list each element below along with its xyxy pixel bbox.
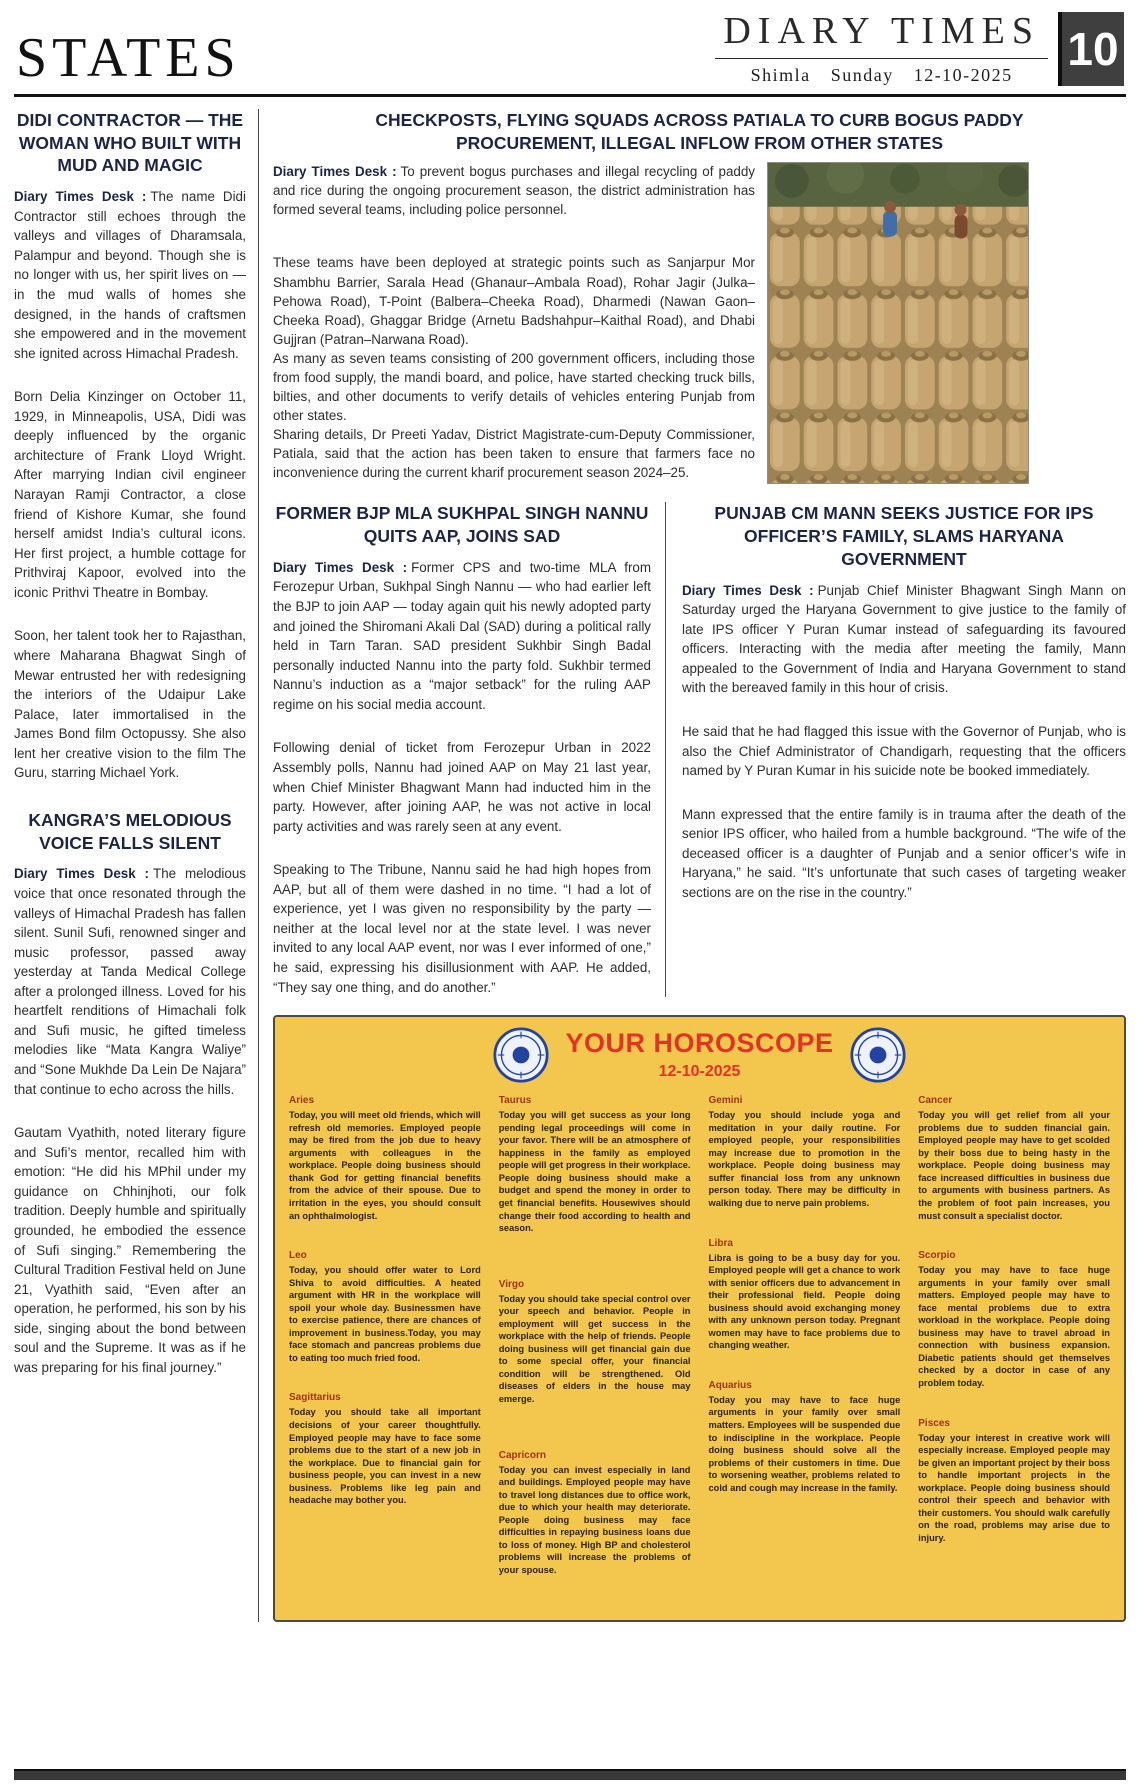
article-headline: PUNJAB CM MANN SEEKS JUSTICE FOR IPS OFFICER’S FAMILY, SLAMS HARYANA GOVERNMENT [714,503,1094,569]
horoscope-title-block [565,1029,833,1081]
article-paragraph: Gautam Vyathith, noted literary figure and Sufi’s mentor, recalled him with emotion: “He did his MPhil under my guidance on Chhinjhoti, our folk tradition. Deeply humble and spiritually grounded, he embodied the essence of Sufi singing.” Remembering the Cultural Tradition Festival held on June 21, Vyathith said, “Even after an operation, he performed, his son by his side, singing about the bond between soul and the Supreme. It was as if he was preparing for his final journey.” [14,1125,246,1375]
horoscope-text: Today you will get relief from all your problems due to sudden financial gain. Employed people may have to get scolded by their boss due to being hasty in the workplace. People doing business may face increased difficulties in business due to arguments with business partners. As the problem of foot pain increases, you must consult a specialist doctor. [918,1110,1110,1221]
article-headline: KANGRA’S MELODIOUS VOICE FALLS SILENT [28,809,232,853]
article-kangra-voice [14,809,246,1378]
zodiac-sign-name: Gemini [708,1095,743,1107]
byline: Diary Times Desk : [273,559,408,575]
article-paragraph: Soon, her talent took her to Rajasthan, where Maharana Bhagwat Singh of Mewar entrusted her with redesigning the interiors of the Udaipur Lake Palace, later immortalised in the James Bond film Octopussy. She also lent her creative vision to the film The Guru, starring Michael York. [14,628,246,781]
horoscope-entry-capricorn [499,1450,691,1577]
paragraph-text: The melodious voice that once resonated through the valleys of Himachal Pradesh has fallen silent. Sunil Sufi, renowned singer and music professor, passed away yesterday at Tanda Medical College after a prolonged illness. Loved for his heartfelt renditions of Himachali folk and Sufi music, he gifted timeless melodies like “Mata Kangra Waliye” and “Sone Mukhde Da Lein De Najara” that continue to echo across the hills. [14,866,246,1097]
article-paragraph [273,558,651,715]
article-paragraph: Born Delia Kinzinger on October 11, 1929, in Minneapolis, USA, Didi was deeply influenced by the organic architecture of Frank Lloyd Wright. After marrying Indian civil engineer Narayan Ramji Contractor, a close friend of Kishore Kumar, she found herself amidst India’s cultural icons. Her first project, a humble cottage for Prithviraj Kapoor, evolved into the iconic Prithvi Theatre in Bombay. [14,389,246,600]
horoscope-entry-taurus [499,1095,691,1234]
horoscope-text: Today your interest in creative work will especially increase. Employed people may be given an important project by their boss to handle important projects in the workplace. People doing business should control their speech and behavior with their customers. You should walk carefully on the road, problems may arise due to injury. [918,1432,1110,1543]
horoscope-entry-cancer [918,1095,1110,1222]
paragraph-text: Former CPS and two-time MLA from Ferozepur Urban, Sukhpal Singh Nannu — who had earlier left the BJP to join AAP — today again quit his newly adopted party and joined the Shiromani Akali Dal (SAD) during a political rally held in Tarn Taran. SAD president Sukhbir Singh Badal personally inducted Nannu into the party fold. Sukhbir termed Nannu’s induction as a “major setback” for the ruling AAP regime on his social media account. [273,559,652,712]
zodiac-sign-name: Aquarius [708,1379,752,1391]
horoscope-text: Today you should include yoga and meditation in your daily routine. For employed people, your responsibilities may increase due to promotion in the workplace. People doing business may suffer financial loss from any unknown person today. There may be difficulty in walking due to nerve pain problems. [708,1110,901,1208]
article-paragraph: As many as seven teams consisting of 200 government officers, including those from food supply, the mandi board, and police, have started checking truck bills, bilties, and other documents to verify details of vehicles entering Punjab from other states. [273,350,755,423]
article-nannu [273,502,665,997]
main-column [259,109,1126,1623]
horoscope-entry-leo [289,1250,481,1364]
horoscope-entry-virgo [499,1279,691,1406]
checkposts-body [273,162,1126,484]
page-footer-rule [14,1769,1126,1780]
paddy-sacks-photo [767,162,1029,484]
zodiac-sign-name: Taurus [498,1095,532,1107]
zodiac-sign-name: Capricorn [498,1449,546,1461]
horoscope-text: Today, you will meet old friends, which will refresh old memories. Employed people may be fired from the job due to heavy arguments with colleagues in the workplace. People doing business should thank God for getting financial benefits from the advice of their spouse. Due to irritation in the eyes, you should consult an ophthalmologist. [289,1110,481,1221]
horoscope-text: Today you may have to face huge arguments in your family over small matters. Employees will be suspended due to indiscipline in the workplace. People doing business should solve all the problems of their customers in time. Due to worsening weather, problems related to cold and cough may increase in the family. [708,1394,901,1493]
zodiac-sign-name: Libra [708,1237,733,1249]
paper-masthead [715,12,1124,86]
article-paragraph: These teams have been deployed at strategic points such as Sanjarpur Mor Shambhu Barrier, Sarala Head (Ghanaur–Ambala Road), Rohar Jagir (Julka–Pehowa Road), T-Point (Balbera–Cheeka Road), Dharmedi (Nawan Gaon–Cheeka Road), Ghaggar Bridge (Arnetu Badshahpur–Kaithal Road), and Dhabi Gujjran (Patran–Narwana Road). [273,255,755,347]
article-paragraph: Sharing details, Dr Preeti Yadav, District Magistrate-cum-Deputy Commissioner, Patiala, said that the action has been taken to ensure that farmers face no inconvenience during the current kharif procurement season 2024–25. [273,426,755,480]
dateline-place: Shimla [750,64,811,85]
horoscope-header [289,1027,1110,1083]
byline: Diary Times Desk : [682,582,814,598]
article-checkposts [273,109,1126,485]
page-number: 10 [1058,12,1124,86]
horoscope-column [918,1095,1110,1604]
horoscope-entry-sagittarius [289,1392,481,1506]
zodiac-sign-name: Sagittarius [289,1392,341,1404]
article-paragraph: Following denial of ticket from Ferozepur Urban in 2022 Assembly polls, Nannu had joined AAP on May 21 last year, when Chief Minister Bhagwant Mann had inducted him in the party. However, after joining AAP, he was not active in local party activities and was rarely seen at any event. [273,740,651,834]
paragraph-text: The name Didi Contractor still echoes through the valleys and villages of Dharamsala, Palampur and beyond. Though she is no longer with us, her spirit lives on — in the mud walls of homes she designed, in the hands of craftsmen she empowered and in the movement she ignited across Himachal Pradesh. [14,189,246,361]
article-paragraph [682,581,1126,698]
zodiac-sign-name: Virgo [498,1278,525,1290]
horoscope-text: Today you can invest especially in land and buildings. Employed people may have to travel long distances due to office work, due to which your health may deteriorate. People doing business may face difficulties in repaying business loans due to loss of money. High BP and cholesterol problems will increase the problems of your spouse. [498,1464,691,1575]
masthead [14,8,1126,94]
horoscope-entry-gemini [709,1095,901,1209]
horoscope-column [499,1095,691,1604]
horoscope-seal-icon [493,1027,549,1083]
zodiac-sign-name: Aries [289,1095,315,1107]
article-paragraph [14,187,246,363]
dateline-date: 12-10-2025 [913,64,1013,85]
article-paragraph: Mann expressed that the entire family is in trauma after the death of the senior IPS officer, who hailed from a humble background. “The wife of the deceased officer is a daughter of Punjab and a senior officer’s wife in Haryana,” he said. “It’s unfortunate that such cases of targeting weaker sections are on the rise in the country.” [682,806,1126,900]
article-headline: DIDI CONTRACTOR — THE WOMAN WHO BUILT WITH MUD AND MAGIC [16,109,244,176]
horoscope-grid [289,1095,1110,1604]
horoscope-entry-pisces [918,1418,1110,1545]
byline: Diary Times Desk : [14,189,147,205]
horoscope-text: Today you may have to face huge arguments in your family over small matters. Employed people may have to face mental problems due to extra workload in the workplace. People doing business may have to travel abroad in connection with business expansion. Diabetic patients should get themselves checked by a doctor in case of any problem today. [918,1265,1110,1388]
horoscope-seal-icon [850,1027,906,1083]
horoscope-box [273,1015,1126,1622]
horoscope-text: Libra is going to be a busy day for you. Employed people will get a chance to work with senior officers due to advancement in their professional field. People doing business should avoid exchanging money with any unknown person today. Pregnant women may have to face problems due to changing weather. [708,1252,901,1351]
paper-name: DIARY TIMES [715,12,1048,59]
article-paragraph [14,864,246,1099]
article-paragraph: Speaking to The Tribune, Nannu said he had high hopes from AAP, but all of them were dashed in no time. “I had a lot of experience, yet I was given no responsibility by the party — neither at the local level nor at the state level. I was never invited to any local AAP event, nor was I ever informed of one,” he said, expressing his disillusionment with AAP. He added, “They say one thing, and do another.” [273,862,651,995]
article-didi-contractor [14,109,246,783]
horoscope-text: Today you will get success as your long pending legal proceedings will come in your favor. There will be an atmosphere of happiness in the family as employed people will get progress in their workplace. People doing business should make a budget and spend the money in order to get financial benefits. Housewives should change their food according to health and season. [498,1110,691,1234]
byline: Diary Times Desk : [273,164,397,180]
two-column-section [273,502,1126,997]
paragraph-text: To prevent bogus purchases and illegal recycling of paddy and rice during the ongoing procurement season, the district administration has formed several teams, including police personnel. [273,164,755,218]
section-title: STATES [16,26,241,89]
article-mann [665,502,1126,997]
zodiac-sign-name: Scorpio [918,1250,956,1262]
horoscope-entry-aries [289,1095,481,1222]
paper-name-block [715,12,1048,86]
dateline-day: Sunday [830,64,894,85]
dateline [715,59,1048,86]
horoscope-entry-libra [709,1238,901,1352]
article-headline: CHECKPOSTS, FLYING SQUADS ACROSS PATIALA TO CURB BOGUS PADDY PROCUREMENT, ILLEGAL INFLOW FROM OTHER STATES [375,109,1024,153]
horoscope-entry-scorpio [918,1250,1110,1389]
horoscope-text: Today you should take special control over your speech and behavior. People in employment will get success in the workplace with the help of friends. People doing business will get financial gain due to some special offer, your financial condition will be strengthened. Old diseases of elders in the house may emerge. [498,1293,691,1404]
byline: Diary Times Desk : [14,866,150,882]
horoscope-entry-aquarius [709,1380,901,1494]
article-paragraph: He said that he had flagged this issue with the Governor of Punjab, who is also the Chief Administrator of Chandigarh, requesting that the officers named by Y Puran Kumar in his suicide note be booked immediately. [682,724,1126,779]
horoscope-text: Today, you should offer water to Lord Shiva to avoid difficulties. A heated argument with HR in the workplace will spoil your whole day. Businessmen have to exercise patience, there are chances of improvement in business.Today, you may face stomach and pancreas problems due to eating too much fried food. [289,1265,481,1363]
left-column [14,109,259,1623]
horoscope-text: Today you should take all important decisions of your career thoughtfully. Employed people may have to face some problems due to the start of a new job in the workplace. Due to financial gain for business people, you can invest in a new business. Problems like leg pain and headache may bother you. [289,1407,481,1506]
horoscope-column [289,1095,481,1604]
horoscope-title: YOUR HOROSCOPE [565,1028,834,1059]
checkposts-text [273,162,755,484]
zodiac-sign-name: Pisces [918,1417,950,1429]
zodiac-sign-name: Leo [289,1250,307,1262]
article-paragraph [273,162,755,219]
article-headline: FORMER BJP MLA SUKHPAL SINGH NANNU QUITS AAP, JOINS SAD [275,503,649,547]
horoscope-date: 12-10-2025 [658,1062,741,1080]
zodiac-sign-name: Cancer [918,1095,953,1107]
horoscope-column [709,1095,901,1604]
paragraph-text: Punjab Chief Minister Bhagwant Singh Mann on Saturday urged the Haryana Government to give justice to the family of late IPS officer Y Puran Kumar instead of safeguarding its favoured officers. Interacting with the media after meeting the family, Mann appealed to the Government of India and Haryana Government to stand with the bereaved family in this hour of crisis. [682,582,1126,696]
page-content [14,97,1126,1623]
